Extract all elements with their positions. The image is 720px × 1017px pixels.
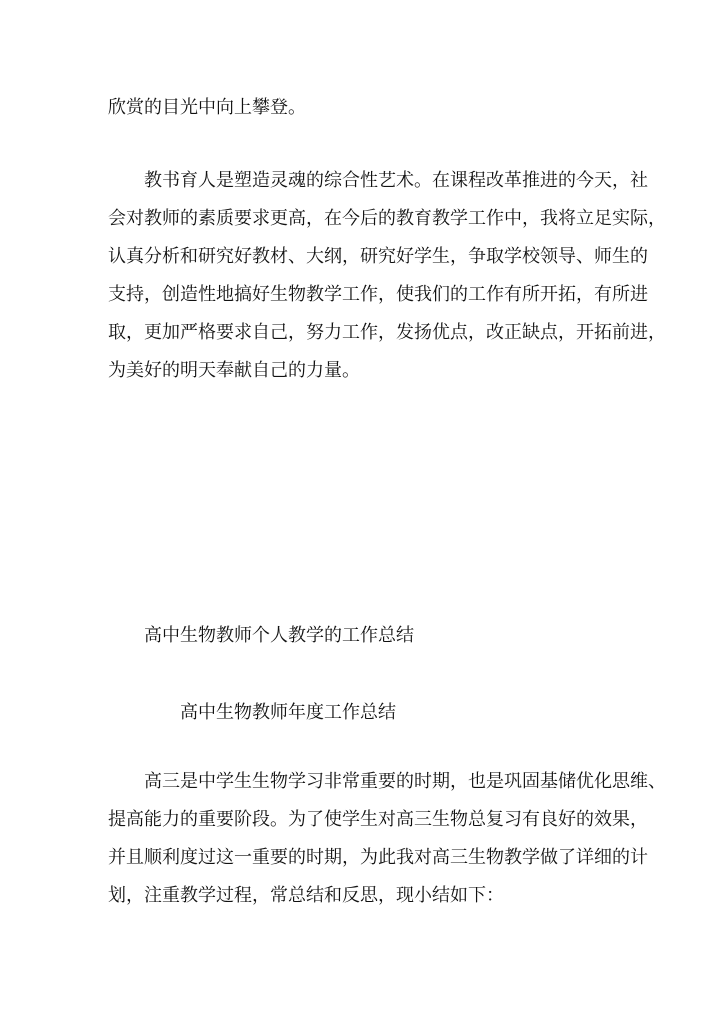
paragraph-line: 欣赏的目光中向上攀登。 bbox=[108, 97, 306, 118]
paragraph-line: 取，更加严格要求自己，努力工作，发扬优点，改正缺点，开拓前进， bbox=[108, 322, 666, 343]
paragraph-senior-year bbox=[108, 763, 666, 915]
paragraph-line: 支持，创造性地搞好生物教学工作，使我们的工作有所开拓，有所进 bbox=[108, 284, 648, 305]
paragraph-line: 高三是中学生生物学习非常重要的时期，也是巩固基储优化思维、 bbox=[144, 771, 666, 792]
paragraph-fragment bbox=[108, 89, 613, 127]
paragraph-line: 划，注重教学过程，常总结和反思，现小结如下： bbox=[108, 885, 504, 906]
paragraph-line: 并且顺利度过这一重要的时期，为此我对高三生物教学做了详细的计 bbox=[108, 847, 648, 868]
paragraph-teaching-art bbox=[108, 162, 666, 390]
paragraph-line: 认真分析和研究好教材、大纲，研究好学生，争取学校领导、师生的 bbox=[108, 246, 648, 267]
paragraph-line: 为美好的明天奉献自己的力量。 bbox=[108, 360, 360, 381]
paragraph-line: 教书育人是塑造灵魂的综合性艺术。在课程改革推进的今天，社 bbox=[144, 170, 648, 191]
paragraph-line: 提高能力的重要阶段。为了使学生对高三生物总复习有良好的效果， bbox=[108, 809, 648, 830]
document-title: 高中生物教师个人教学的工作总结 bbox=[144, 625, 414, 646]
section-title: 高中生物教师年度工作总结 bbox=[180, 702, 396, 723]
paragraph-line: 会对教师的素质要求更高，在今后的教育教学工作中，我将立足实际， bbox=[108, 208, 666, 229]
